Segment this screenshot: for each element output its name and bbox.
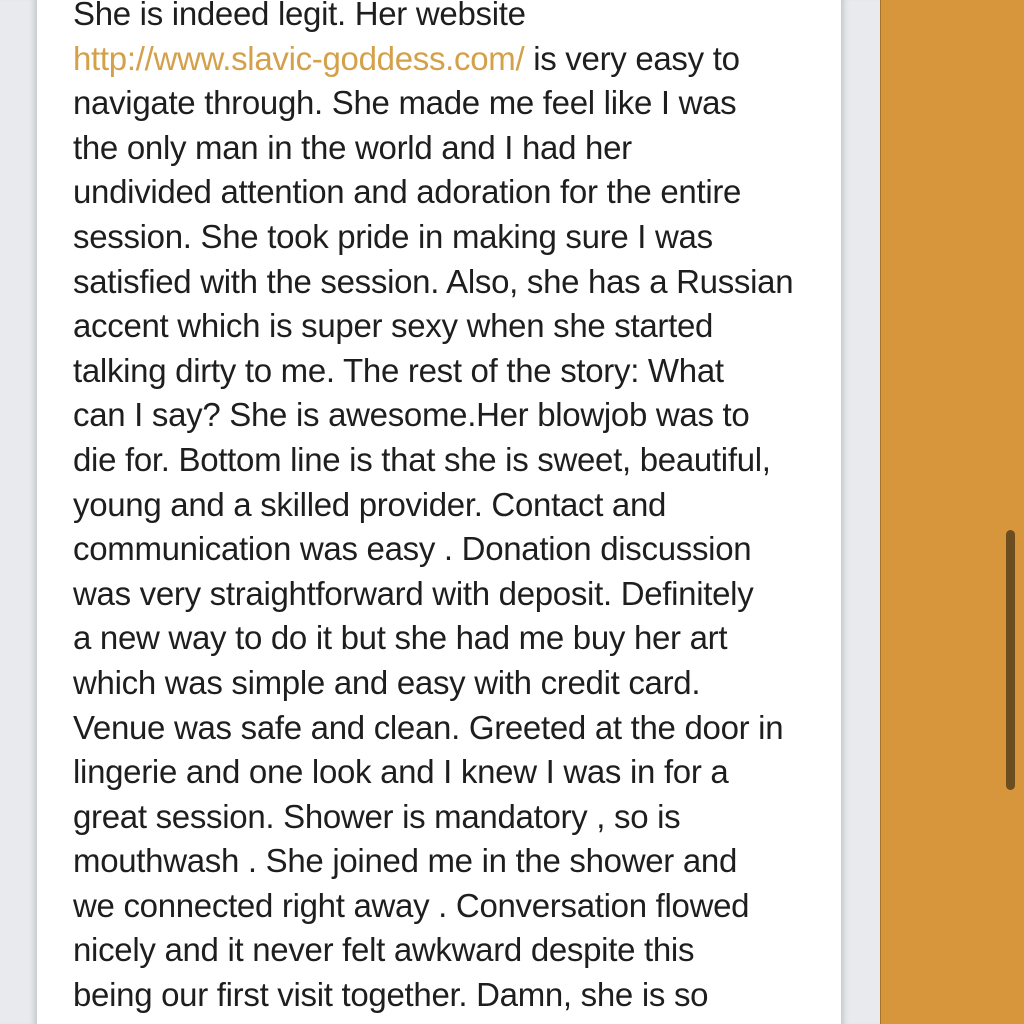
text-line (73, 349, 818, 394)
text-line (73, 928, 818, 973)
right-gutter (841, 0, 880, 1024)
text-line (73, 572, 818, 617)
page-content-area (37, 0, 841, 1024)
text-segment: navigate through. She made me feel like I was (73, 84, 737, 122)
left-gutter (0, 0, 37, 1024)
text-segment: accent which is super sexy when she started (73, 307, 714, 345)
website-link[interactable]: http://www.slavic-goddess.com/ (73, 39, 525, 77)
text-line (73, 973, 818, 1018)
text-segment: which was simple and easy with credit card. (73, 663, 701, 701)
text-segment: is very easy to (524, 39, 740, 77)
text-line (73, 215, 818, 260)
text-segment: the only man in the world and I had her (73, 128, 632, 166)
text-segment: young and a skilled provider. Contact and (73, 485, 667, 523)
text-segment: talking dirty to me. The rest of the story: What (73, 351, 724, 389)
text-line (73, 616, 818, 661)
text-segment: nicely and it never felt awkward despite this (73, 931, 695, 969)
text-line (73, 527, 818, 572)
review-text (73, 0, 818, 1018)
text-segment: being our first visit together. Damn, she is so (73, 976, 709, 1014)
scrollbar-thumb[interactable] (1006, 530, 1015, 790)
text-segment: great session. Shower is mandatory , so is (73, 797, 681, 835)
text-line (73, 884, 818, 929)
text-segment: lingerie and one look and I knew I was in for a (73, 753, 729, 791)
text-line (73, 483, 818, 528)
text-line (73, 37, 818, 82)
text-segment: satisfied with the session. Also, she has a Russian (73, 262, 794, 300)
text-segment: can I say? She is awesome.Her blowjob was to (73, 396, 750, 434)
text-segment: Venue was safe and clean. Greeted at the door in (73, 708, 784, 746)
text-line (73, 706, 818, 751)
side-panel (880, 0, 1024, 1024)
text-line (73, 393, 818, 438)
text-line (73, 170, 818, 215)
text-line (73, 0, 818, 37)
text-segment: She is indeed legit. Her website (73, 0, 526, 32)
text-segment: communication was easy . Donation discussion (73, 530, 752, 568)
text-segment: a new way to do it but she had me buy her art (73, 619, 728, 657)
text-line (73, 839, 818, 884)
text-line (73, 260, 818, 305)
text-segment: die for. Bottom line is that she is sweet, beautiful, (73, 440, 771, 478)
text-line (73, 661, 818, 706)
text-line (73, 304, 818, 349)
text-line (73, 750, 818, 795)
text-segment: was very straightforward with deposit. Definitely (73, 574, 754, 612)
text-segment: undivided attention and adoration for the entire (73, 173, 742, 211)
text-line (73, 81, 818, 126)
text-segment: we connected right away . Conversation flowed (73, 886, 750, 924)
text-segment: session. She took pride in making sure I was (73, 217, 713, 255)
text-line (73, 438, 818, 483)
text-line (73, 795, 818, 840)
text-line (73, 126, 818, 171)
text-segment: mouthwash . She joined me in the shower and (73, 842, 738, 880)
